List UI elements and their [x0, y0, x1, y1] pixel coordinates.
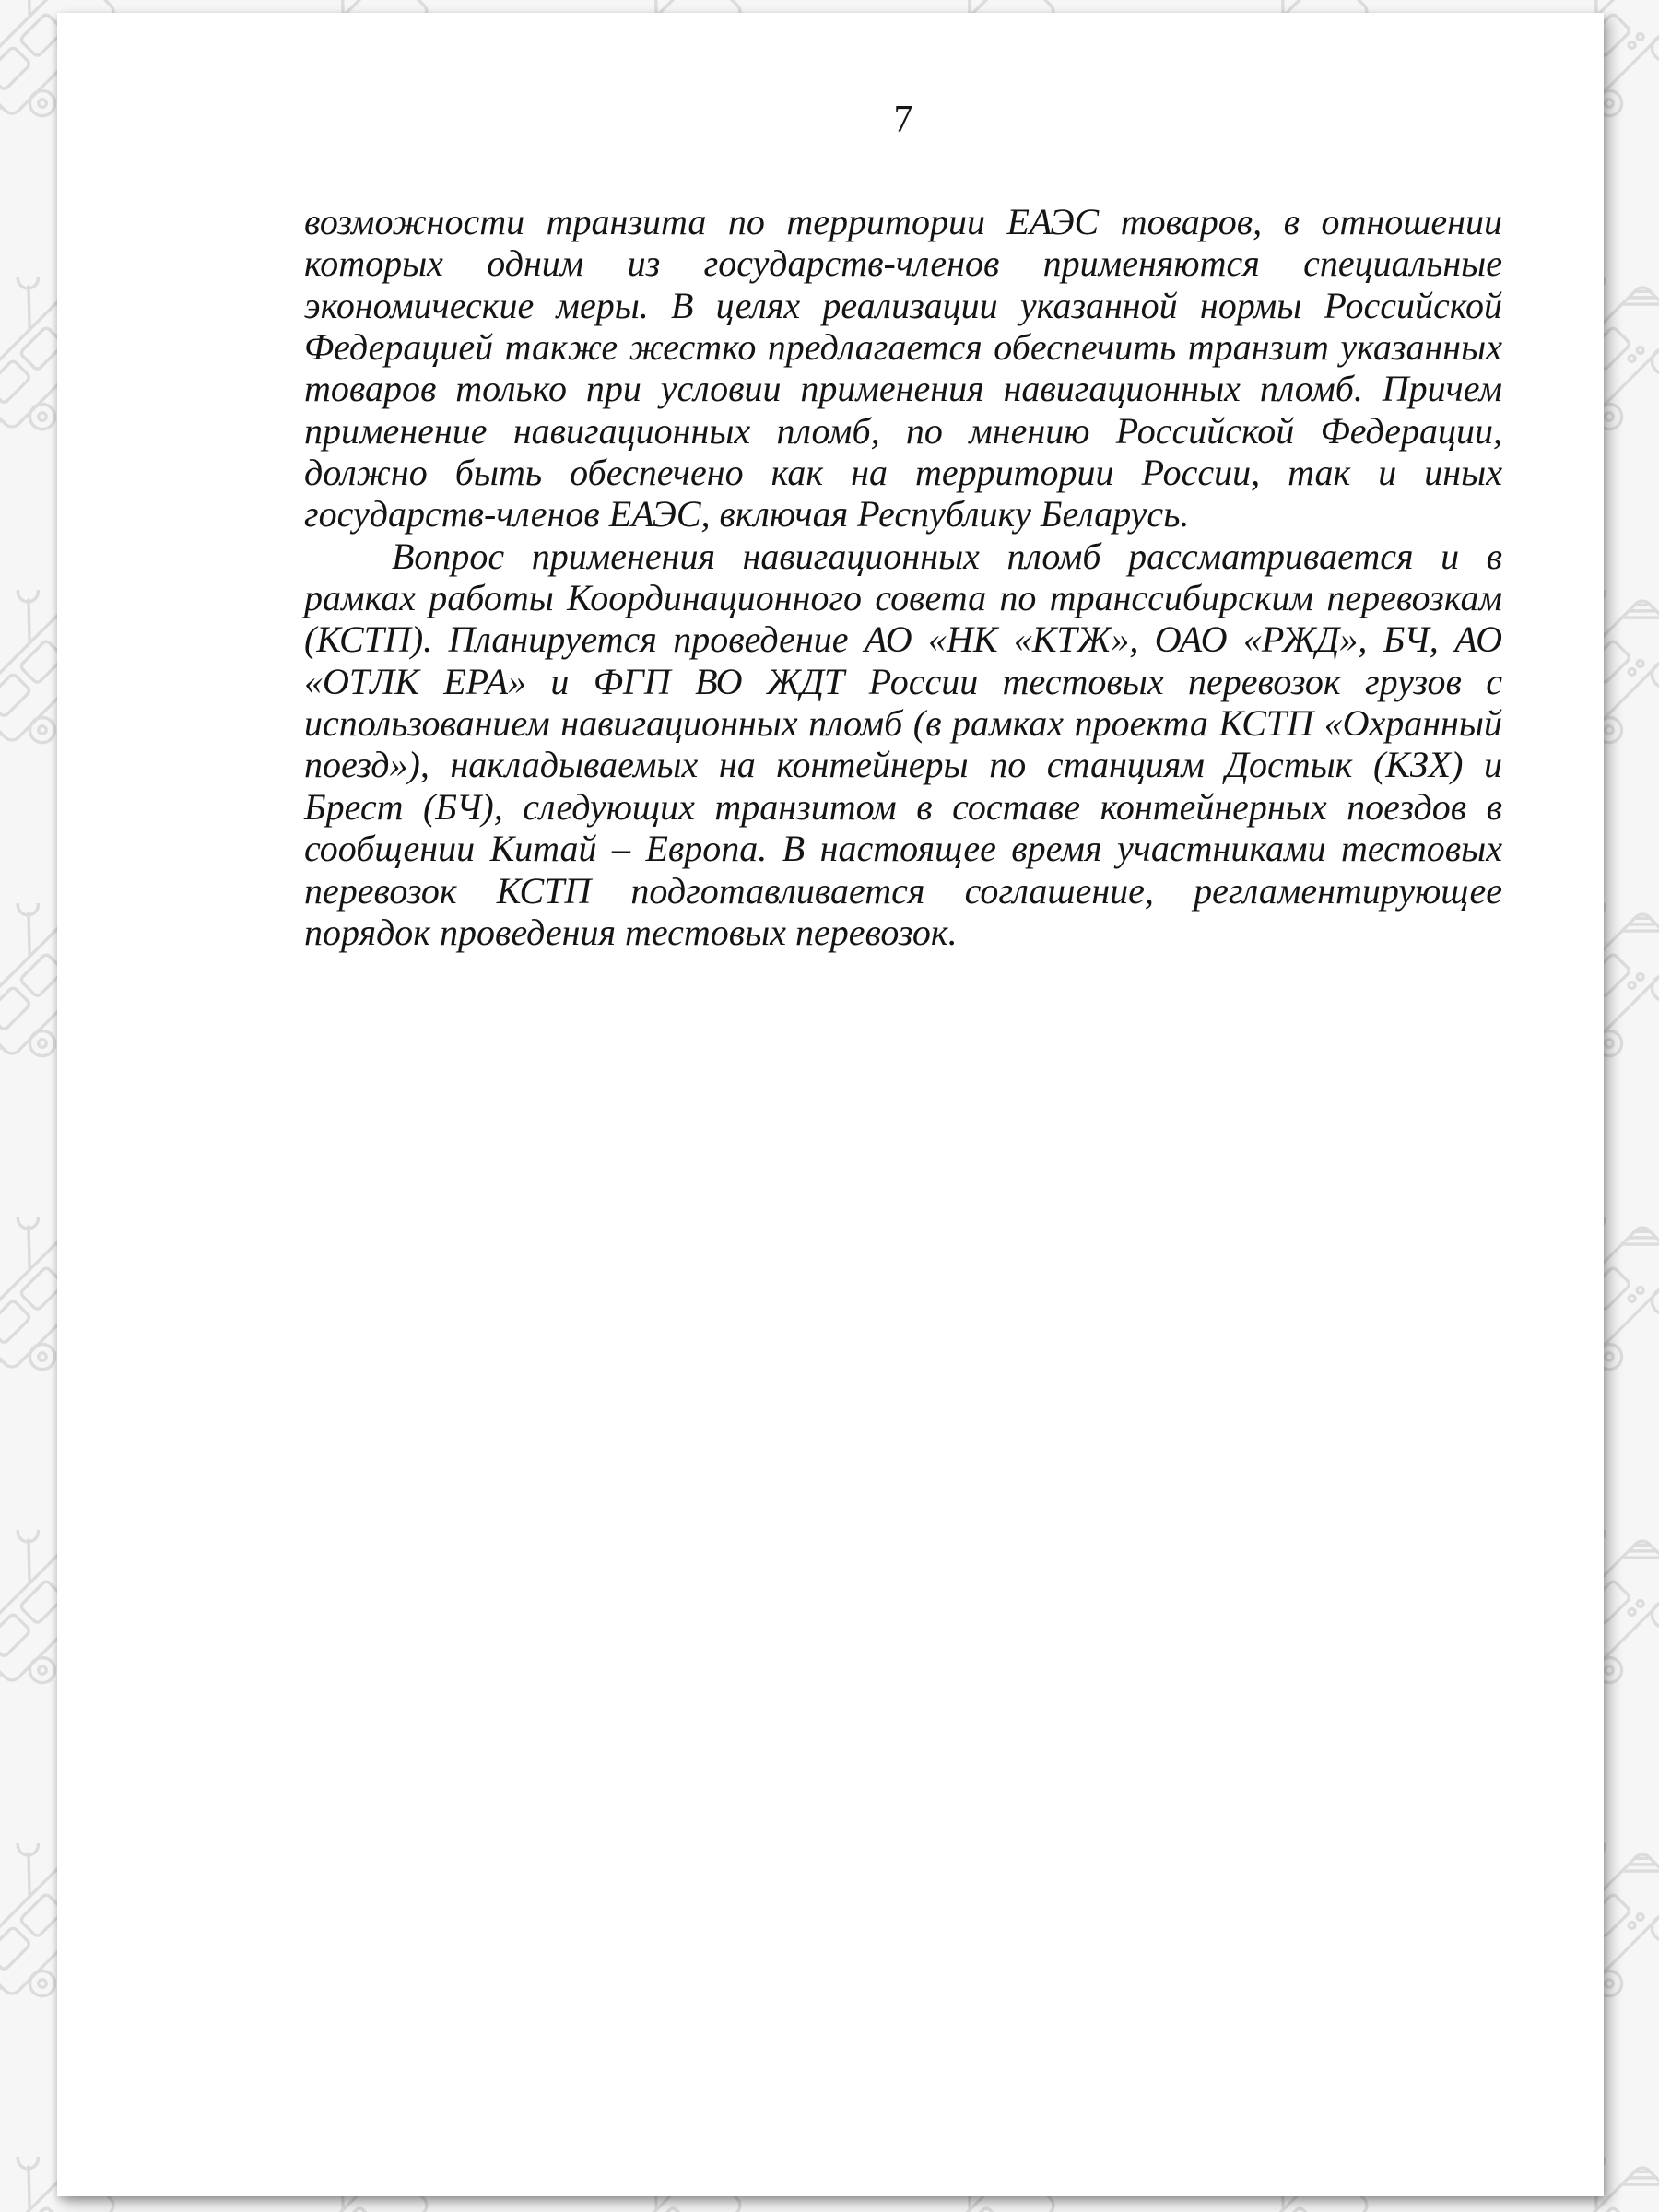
text-line: порядок проведения тестовых перевозок. — [304, 911, 958, 953]
text-line: перевозок КСТП подготавливается соглашение, регламентирующее — [304, 869, 1502, 912]
text-line: «ОТЛК ЕРА» и ФГП ВО ЖДТ России тестовых перевозок грузов с — [304, 660, 1502, 702]
text-line: экономические меры. В целях реализации указанной нормы Российской — [304, 284, 1502, 326]
text-line: сообщении Китай – Европа. В настоящее время участниками тестовых — [304, 828, 1502, 870]
text-line: Брест (БЧ), следующих транзитом в составе контейнерных поездов в — [304, 785, 1502, 828]
page-number: 7 — [893, 99, 913, 141]
text-line: использованием навигационных пломб (в рамках проекта КСТП «Охранный — [304, 702, 1502, 745]
text-line: которых одним из государств-членов применяются специальные — [304, 242, 1502, 285]
text-line: рамках работы Координационного совета по транссибирским перевозкам — [304, 577, 1502, 619]
text-line: Федерацией также жестко предлагается обеспечить транзит указанных — [304, 326, 1502, 369]
text-line: (КСТП). Планируется проведение АО «НК «КТЖ», ОАО «РЖД», БЧ, АО — [304, 618, 1502, 661]
document-page — [57, 13, 1604, 2196]
text-line: Вопрос применения навигационных пломб рассматривается и в — [392, 535, 1502, 577]
text-line: поезд»), накладываемых на контейнеры по станциям Достык (КЗХ) и — [304, 744, 1502, 786]
text-line: товаров только при условии применения навигационных пломб. Причем — [304, 368, 1502, 410]
text-line: применение навигационных пломб, по мнению Российской Федерации, — [304, 409, 1502, 452]
text-line: возможности транзита по территории ЕАЭС товаров, в отношении — [304, 201, 1502, 242]
text-line: государств-членов ЕАЭС, включая Республику Беларусь. — [304, 493, 1190, 535]
text-line: должно быть обеспечено как на территории России, так и иных — [304, 452, 1502, 494]
body-text — [304, 201, 1502, 953]
